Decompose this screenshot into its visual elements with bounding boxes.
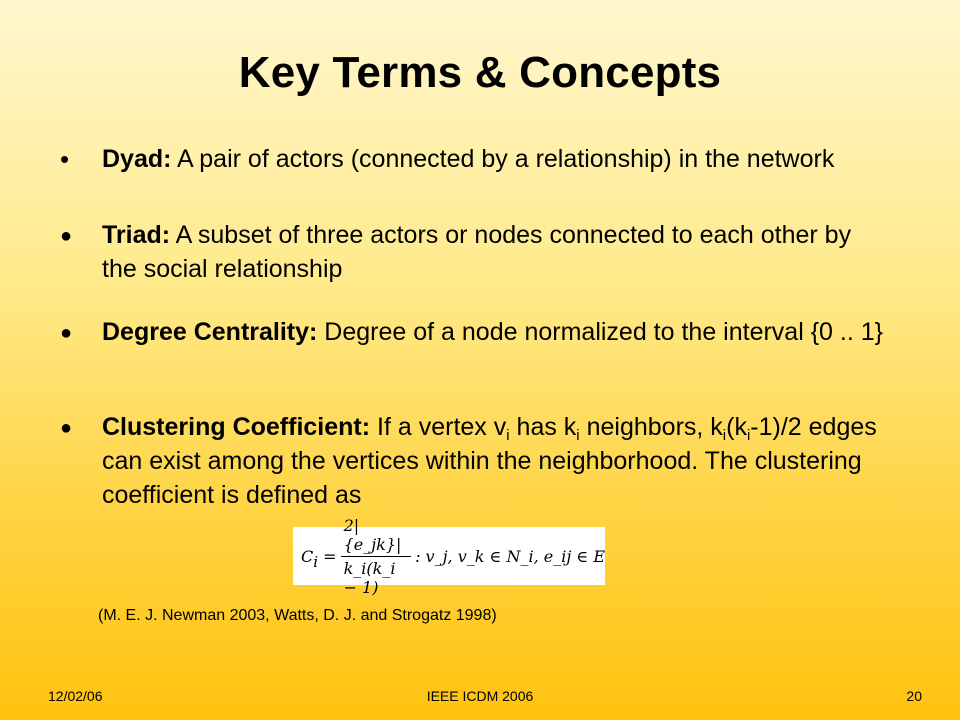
- bullet-text: Clustering Coefficient: If a vertex $v_i$ has $k_i$ neighbors, $k_i(k_i-1)/2$ edges can exist among the vertices within the neighborhood. The clustering coefficient is defined as: [102, 413, 877, 509]
- bullet-text: [102, 142, 890, 176]
- formula-numerator: 2|{e_jk}|: [341, 516, 412, 557]
- term-triad: Triad:: [102, 221, 171, 249]
- bullet-dot-icon: ●: [60, 322, 73, 344]
- citation: (M. E. J. Newman 2003, Watts, D. J. and Strogatz 1998): [98, 607, 497, 624]
- bullet-degree-centrality: [60, 315, 890, 349]
- clustering-coefficient-formula: [293, 515, 605, 597]
- bullet-text: [102, 315, 890, 349]
- footer-conference: IEEE ICDM 2006: [426, 688, 534, 704]
- definition-clustering-coefficient: -1)/2 edges can exist among the vertices within the neighborhood. The clustering coefficient is defined as: [102, 413, 877, 509]
- term-degree-centrality: Degree Centrality:: [102, 318, 318, 346]
- term-clustering-coefficient: Clustering Coefficient:: [102, 413, 371, 441]
- bullet-dot-icon: •: [60, 144, 70, 174]
- bullet-text: [102, 218, 890, 286]
- definition-triad: A subset of three actors or nodes connected to each other by the social relationship: [102, 221, 852, 283]
- bullet-triad: [60, 218, 890, 286]
- formula-denominator: k_i(k_i − 1): [343, 558, 396, 597]
- footer-page-number: 20: [906, 688, 922, 704]
- slide-title: Key Terms & Concepts: [238, 48, 722, 97]
- formula-lhs: $C_i$ =: [301, 546, 337, 571]
- formula-condition: : v_j, v_k ∈ N_i, e_ij ∈ E: [415, 546, 605, 566]
- footer-date: 12/02/06: [48, 688, 103, 704]
- bullet-clustering-coefficient: [60, 410, 890, 512]
- bullet-dyad: [60, 142, 890, 176]
- definition-dyad: A pair of actors (connected by a relationship) in the network: [171, 145, 835, 173]
- formula-fraction: [341, 516, 412, 597]
- bullet-dot-icon: ●: [60, 417, 73, 439]
- term-dyad: Dyad:: [102, 145, 172, 173]
- definition-degree-centrality: Degree of a node normalized to the interval {0 .. 1}: [317, 318, 883, 346]
- bullet-dot-icon: ●: [60, 225, 73, 247]
